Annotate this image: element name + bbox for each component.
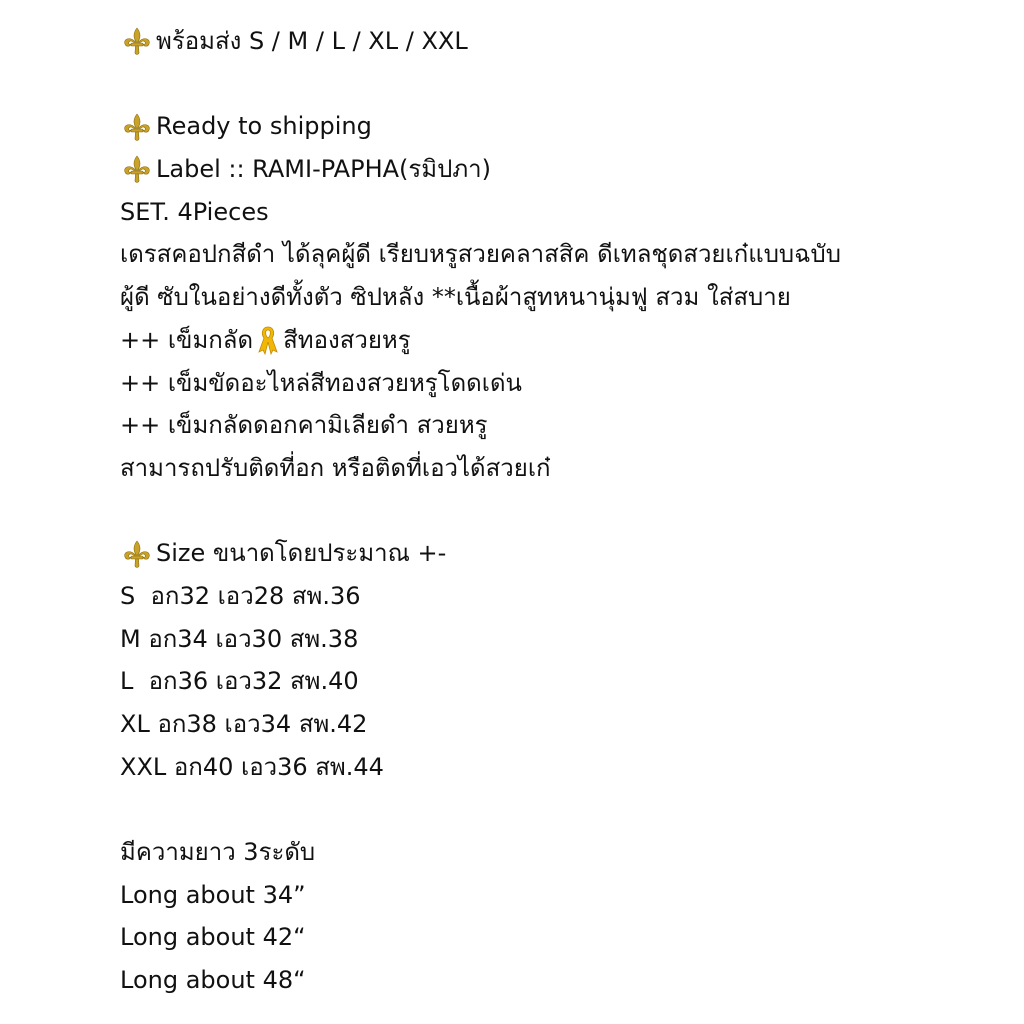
- size-row: [120, 575, 1000, 618]
- set-line: [120, 191, 1000, 234]
- label-text: Label :: RAMI-PAPHA(รมิปภา): [156, 155, 492, 184]
- size-row: [120, 746, 1000, 789]
- accessory-line: [120, 447, 1000, 490]
- blank-line: [120, 63, 1000, 106]
- accessory-text: สามารถปรับติดที่อก หรือติดที่เอวได้สวยเก๋: [120, 453, 551, 482]
- description-text: ผู้ดี ซับในอย่างดีทั้งตัว ซิปหลัง **เนื้อผ้าสูทหนานุ่มฟู สวม ใส่สบาย: [120, 283, 791, 312]
- product-description: [120, 20, 1000, 1002]
- size-row: [120, 703, 1000, 746]
- size-row-text: XL อก38 เอว34 สพ.42: [120, 710, 368, 738]
- gold-ribbon-icon: [257, 325, 279, 355]
- description-text: เดรสคอปกสีดำ ได้ลุคผู้ดี เรียบหรูสวยคลาสสิค ดีเทลชุดสวยเก๋แบบฉบับ: [120, 240, 841, 269]
- size-row-text: L อก36 เอว32 สพ.40: [120, 667, 359, 696]
- size-row-text: M อก34 เอว30 สพ.38: [120, 624, 359, 653]
- fleur-de-lis-icon: [120, 112, 154, 142]
- accessory-line: [120, 404, 1000, 447]
- length-title-line: [120, 831, 1000, 874]
- ready-text: Ready to shipping: [156, 112, 372, 141]
- label-line: [120, 148, 1000, 191]
- description-line: [120, 276, 1000, 319]
- set-text: SET. 4Pieces: [120, 197, 269, 226]
- size-row-text: XXL อก40 เอว36 สพ.44: [120, 752, 384, 781]
- size-row: [120, 618, 1000, 661]
- length-text: Long about 48“: [120, 966, 306, 995]
- brooch-text-start: ++ เข็มกลัด: [120, 325, 254, 354]
- length-title-text: มีความยาว 3ระดับ: [120, 838, 316, 867]
- length-text: Long about 34”: [120, 880, 306, 909]
- size-title-text: Size ขนาดโดยประมาณ +-: [156, 539, 447, 568]
- available-sizes-line: [120, 20, 1000, 63]
- blank-line: [120, 490, 1000, 533]
- size-title-line: [120, 532, 1000, 575]
- length-line: [120, 874, 1000, 917]
- size-row: [120, 660, 1000, 703]
- brooch-text-end: สีทองสวยหรู: [283, 325, 411, 354]
- fleur-de-lis-icon: [120, 26, 154, 56]
- length-line: [120, 916, 1000, 959]
- fleur-de-lis-icon: [120, 154, 154, 184]
- length-text: Long about 42“: [120, 923, 306, 952]
- fleur-de-lis-icon: [120, 539, 154, 569]
- description-line: [120, 233, 1000, 276]
- blank-line: [120, 788, 1000, 831]
- accessory-text: ++ เข็มกลัดดอกคามิเลียดำ สวยหรู: [120, 411, 488, 440]
- accessory-text: ++ เข็มขัดอะไหล่สีทองสวยหรูโดดเด่น: [120, 368, 522, 397]
- brooch-line: [120, 319, 1000, 362]
- accessory-line: [120, 362, 1000, 405]
- available-sizes-text: พร้อมส่ง S / M / L / XL / XXL: [156, 27, 468, 55]
- length-line: [120, 959, 1000, 1002]
- ready-line: [120, 105, 1000, 148]
- size-row-text: S อก32 เอว28 สพ.36: [120, 581, 361, 610]
